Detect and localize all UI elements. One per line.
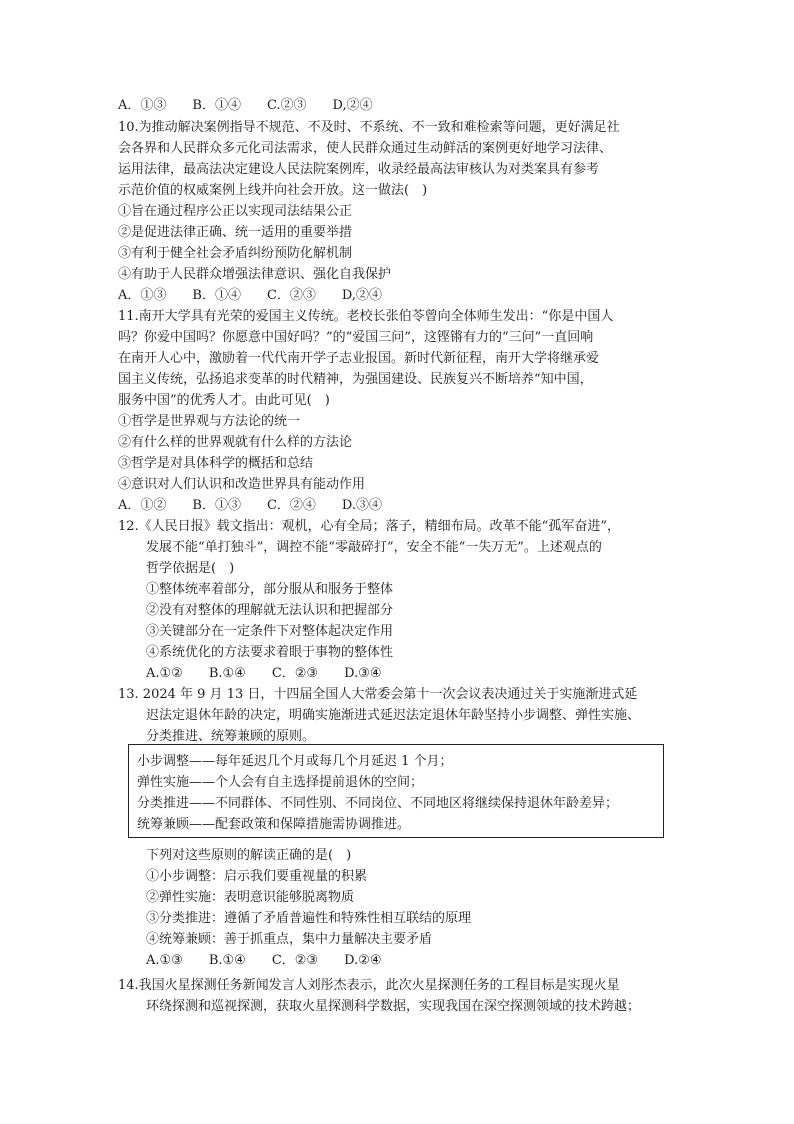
text-line: 示范价值的权威案例上线并向社会开放。这一做法( ) [118, 183, 428, 198]
text-line: A.①③ B.①④ C．②③ D.②④ [146, 953, 382, 968]
text-line: 弹性实施——个人会有自主选择提前退休的空间； [137, 775, 424, 790]
text-line: 小步调整——每年延迟几个月或每几个月延迟 1 个月； [137, 754, 453, 769]
text-line: ①哲学是世界观与方法论的统一 [118, 414, 301, 429]
text-line: A.①② B.①④ C．②③ D.③④ [146, 666, 382, 681]
text-line: 13. 2024 年 9 月 13 日，十四届全国人大常委会第十一次会议表决通过关于实施渐进式延 [118, 687, 638, 702]
text-line: A．①③ B．①④ C.②③ D,②④ [118, 98, 373, 113]
text-line: 吗？你爱中国吗？你愿意中国好吗？”的“爱国三问”，这铿锵有力的“三问”一直回响 [118, 330, 594, 345]
text-line: 国主义传统，弘扬追求变革的时代精神，为强国建设、民族复兴不断培养“知中国， [118, 372, 593, 387]
text-line: 服务中国”的优秀人才。由此可见( ) [118, 393, 330, 408]
text-line: ③关键部分在一定条件下对整体起决定作用 [146, 624, 394, 639]
text-line: 分类推进、统筹兼顾的原则。 [146, 729, 316, 744]
text-line: ①旨在通过程序公正以实现司法结果公正 [118, 204, 353, 219]
text-line: ④统筹兼顾：善于抓重点，集中力量解决主要矛盾 [146, 932, 433, 947]
text-line: 统筹兼顾——配套政策和保障措施需协调推进。 [137, 817, 411, 832]
text-line: ④系统优化的方法要求着眼于事物的整体性 [146, 645, 394, 660]
text-line: 迟法定退休年龄的决定，明确实施渐进式延迟法定退休年龄坚持小步调整、弹性实施、 [146, 708, 641, 723]
text-line: ①整体统率着部分，部分服从和服务于整体 [146, 582, 394, 597]
text-line: 发展不能“单打独斗”，调控不能“零敲碎打”，安全不能“一失万无”。上述观点的 [146, 540, 602, 555]
text-line: A．①③ B．①④ C．②③ D,②④ [118, 288, 382, 303]
text-line: ①小步调整：启示我们要重视量的积累 [146, 869, 368, 884]
text-line: 运用法律，最高法决定建设人民法院案例库，收录经最高法审核认为对类案具有参考 [118, 162, 600, 177]
text-line: ②弹性实施：表明意识能够脱离物质 [146, 890, 355, 905]
text-line: 11.南开大学具有光荣的爱国主义传统。老校长张伯苓曾向全体师生发出：“你是中国人 [118, 309, 614, 324]
text-line: 会各界和人民群众多元化司法需求，使人民群众通过生动鲜活的案例更好地学习法律、 [118, 141, 613, 156]
text-line: A．①② B．①③ C．②④ D.③④ [118, 498, 382, 513]
text-line: ②没有对整体的理解就无法认识和把握部分 [146, 603, 394, 618]
text-line: 环绕探测和巡视探测，获取火星探测科学数据，实现我国在深空探测领域的技术跨越； [146, 999, 641, 1014]
text-line: ③分类推进：遵循了矛盾普遍性和特殊性相互联结的原理 [146, 911, 472, 926]
text-line: ③有利于健全社会矛盾纠纷预防化解机制 [118, 246, 353, 261]
text-line: ③哲学是对具体科学的概括和总结 [118, 456, 314, 471]
text-line: 在南开人心中，激励着一代代南开学子志业报国。新时代新征程，南开大学将继承爱 [118, 351, 600, 366]
text-line: ②有什么样的世界观就有什么样的方法论 [118, 435, 353, 450]
text-line: 14.我国火星探测任务新闻发言人刘彤杰表示，此次火星探测任务的工程目标是实现火星 [118, 978, 620, 993]
text-line: 10.为推动解决案例指导不规范、不及时、不系统、不一致和难检索等问题，更好满足社 [118, 120, 620, 135]
text-line: ②是促进法律正确、统一适用的重要举措 [118, 225, 353, 240]
text-line: ④意识对人们认识和改造世界具有能动作用 [118, 477, 366, 492]
text-line: ④有助于人民群众增强法律意识、强化自我保护 [118, 267, 392, 282]
text-line: 12.《人民日报》载文指出：观机，心有全局；落子，精细布局。改革不能“孤军奋进”， [118, 519, 620, 534]
text-line: 哲学依据是( ) [146, 561, 235, 576]
text-line: 下列对这些原则的解读正确的是( ) [146, 848, 352, 863]
text-line: 分类推进——不同群体、不同性别、不同岗位、不同地区将继续保持退休年龄差异； [137, 796, 619, 811]
